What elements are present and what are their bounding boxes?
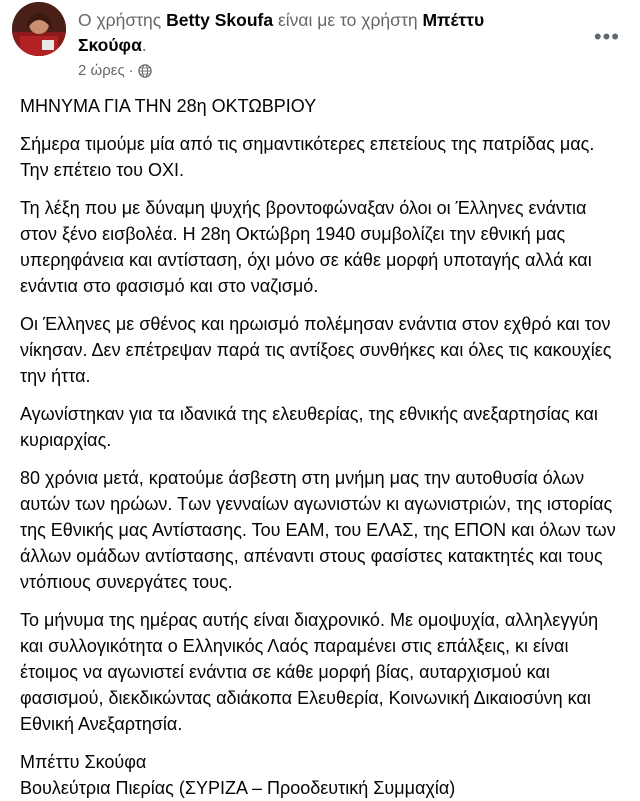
author-suffix: . (141, 35, 147, 55)
signature-name: Μπέττυ Σκούφα (20, 752, 147, 772)
avatar-image (12, 2, 66, 56)
post-header (10, 0, 630, 90)
tagged-user-link[interactable]: Μπέττυ Σκούφα (78, 10, 485, 55)
avatar[interactable] (12, 2, 66, 56)
author-name-link[interactable]: Betty Skoufa (166, 10, 274, 30)
post-paragraph: Σήμερα τιμούμε μία από τις σημαντικότερες επετείους της πατρίδας μας. Την επέτειο του ΟΧΙ. (20, 134, 595, 180)
author-middle: είναι με το χρήστη (277, 10, 418, 30)
post-timestamp[interactable]: 2 ώρες (78, 62, 125, 79)
post-meta (78, 62, 152, 79)
post-paragraph: 80 χρόνια μετά, κρατούμε άσβεστη στη μνήμη μας την αυτοθυσία όλων αυτών των ηρώων. Των γενναίων αγωνιστών κι αγωνιστριών, της ιστορίας της Εθνικής μας Αντίστασης. Του ΕΑΜ, του ΕΛΑΣ, της ΕΠΟΝ και όλων των άλλων ομάδων αντίστασης, απέναντι στους φασίστες κατακτητές και τους ντόπιους συνεργάτες τους. (20, 468, 616, 592)
signature-title: Βουλεύτρια Πιερίας (ΣΥΡΙΖΑ – Προοδευτική Συμμαχία) (20, 778, 456, 798)
globe-icon[interactable] (138, 64, 152, 78)
post-paragraph: ΜΗΝΥΜΑ ΓΙΑ ΤΗΝ 28η ΟΚΤΩΒΡΙΟΥ (20, 96, 317, 116)
post-paragraph: Το μήνυμα της ημέρας αυτής είναι διαχρονικό. Με ομοψυχία, αλληλεγγύη και συλλογικότητα ο Ελληνικός Λαός παραμένει στις επάλξεις, κι είναι έτοιμος να αγωνιστεί ενάντια σε κάθε μορφή βίας, αυταρχισμού και φασισμού, διεκδικώντας αδιάκοπα Ελευθερία, Κοινωνική Δικαιοσύνη και Εθνική Ανεξαρτησία. (20, 610, 599, 734)
meta-separator: · (128, 62, 134, 79)
post-body (20, 93, 625, 801)
more-options-button[interactable]: ••• (593, 24, 620, 49)
post-paragraph: Τη λέξη που με δύναμη ψυχής βροντοφώναξαν όλοι οι Έλληνες ενάντια στον ξένο εισβολέα. Η 28η Οκτώβρη 1940 συμβολίζει την εθνική μας υπερηφάνεια και αντίσταση, όχι μόνο σε κάθε μορφή υποταγής αλλά και ενάντια στο φασισμό και στο ναζισμό. (20, 198, 592, 296)
post-author-line (78, 8, 548, 58)
author-prefix: Ο χρήστης (78, 10, 162, 30)
post-paragraph: Οι Έλληνες με σθένος και ηρωισμό πολέμησαν ενάντια στον εχθρό και τον νίκησαν. Δεν επέτρεψαν παρά τις αντίξοες συνθήκες και όλες τις κακουχίες την ήττα. (20, 314, 612, 386)
post-paragraph: Αγωνίστηκαν για τα ιδανικά της ελευθερίας, της εθνικής ανεξαρτησίας και κυριαρχίας. (20, 404, 598, 450)
